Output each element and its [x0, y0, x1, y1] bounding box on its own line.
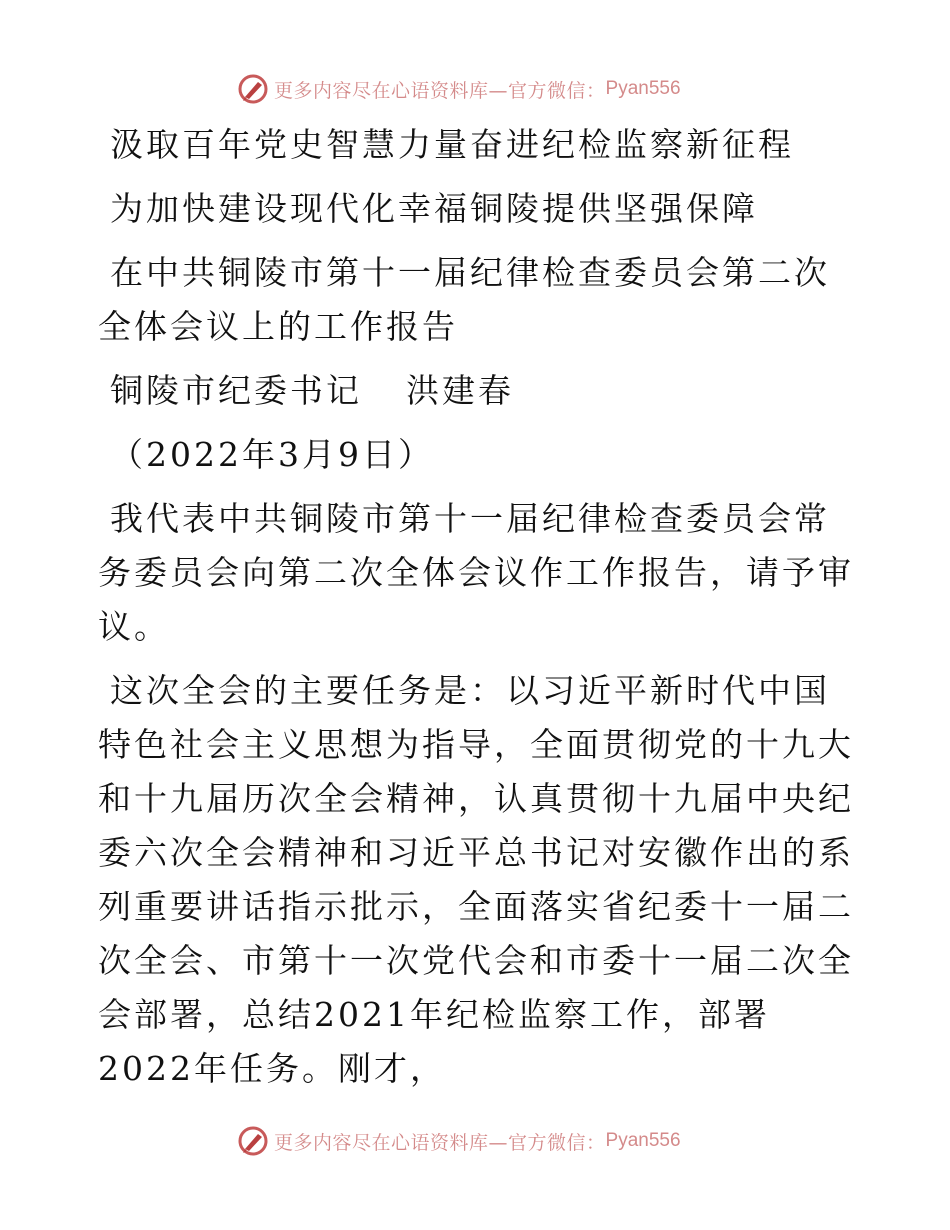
- watermark-header: [236, 72, 681, 106]
- author-line: [98, 364, 858, 418]
- pen-in-circle-icon: [236, 72, 270, 106]
- watermark-wechat-id: Pyan556: [605, 78, 681, 99]
- watermark-text: 更多内容尽在心语资料库—官方微信：: [274, 1131, 606, 1154]
- watermark-text: 更多内容尽在心语资料库—官方微信：: [274, 79, 606, 102]
- report-subtitle: 在中共铜陵市第十一届纪律检查委员会第二次全体会议上的工作报告: [98, 253, 830, 346]
- body-paragraph-2: 这次全会的主要任务是：以习近平新时代中国特色社会主义思想为指导，全面贯彻党的十九大和十九届历次全会精神，认真贯彻十九届中央纪委六次全会精神和习近平总书记对安徽作出的系列重要讲话指示批示，全面落实省纪委十一届二次全会、市第十一次党代会和市委十一届二次全会部署，总结2021年纪检监察工作，部署2022年任务。刚才，: [98, 671, 854, 1088]
- watermark-footer: [236, 1124, 681, 1158]
- document-body: [98, 118, 858, 1096]
- title-line-2: 为加快建设现代化幸福铜陵提供坚强保障: [110, 189, 758, 228]
- title-line-1: 汲取百年党史智慧力量奋进纪检监察新征程: [110, 125, 794, 164]
- author-name: 洪建春: [406, 371, 514, 410]
- pen-in-circle-icon: [236, 1124, 270, 1158]
- author-role: 铜陵市纪委书记: [110, 371, 362, 410]
- report-date: （2022年3月9日）: [110, 435, 434, 474]
- body-paragraph-1: 我代表中共铜陵市第十一届纪律检查委员会常务委员会向第二次全体会议作工作报告，请予审议。: [98, 499, 854, 646]
- watermark-wechat-id: Pyan556: [605, 1130, 681, 1151]
